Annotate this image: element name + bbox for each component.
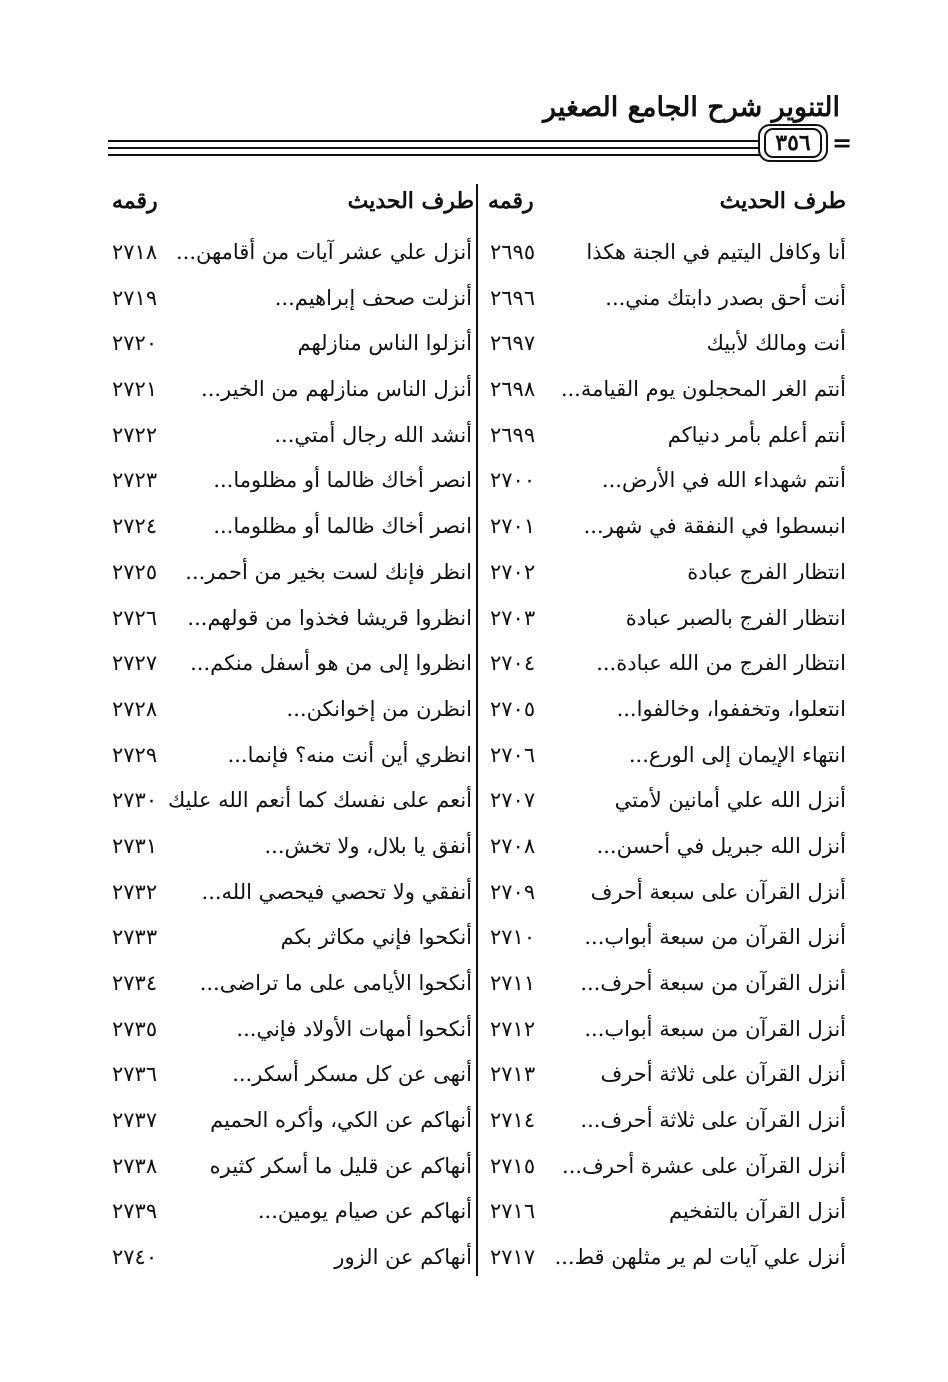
hadith-number-left: ٢٧٢٧ [112, 651, 158, 676]
hadith-title-right: أنزل القرآن من سبعة أبواب... [584, 1016, 846, 1041]
hadith-title-left: أنهاكم عن قليل ما أسكر كثيره [209, 1153, 472, 1178]
hadith-number-left: ٢٧١٨ [112, 240, 158, 264]
hadith-title-left: أنزلوا الناس منازلهم [297, 331, 472, 356]
hadith-number-right: ٢٧٠٧ [490, 788, 536, 813]
hadith-title-left: أنزل علي عشر آيات من أقامهن... [175, 240, 472, 264]
index-row [0, 921, 948, 967]
index-row [0, 510, 948, 556]
hadith-title-left: أنكحوا فإني مكاثر بكم [280, 925, 472, 950]
hadith-title-left: انظروا إلى من هو أسفل منكم... [190, 651, 472, 676]
hadith-title-left: انصر أخاك ظالما أو مظلوما... [213, 468, 472, 493]
hadith-title-left: أنزل الناس منازلهم من الخير... [201, 377, 472, 402]
hadith-title-right: انتظار الفرج من الله عبادة... [596, 651, 846, 676]
hadith-number-left: ٢٧٣٧ [112, 1108, 158, 1133]
hadith-number-left: ٢٧٣٨ [112, 1153, 158, 1178]
hadith-title-left: أنكحوا الأيامى على ما تراضى... [199, 971, 472, 995]
hadith-title-left: أنفقي ولا تحصي فيحصي الله... [201, 879, 472, 904]
column-header-number-right: رقمه [488, 188, 534, 214]
hadith-number-left: ٢٧٣٠ [112, 788, 158, 813]
hadith-number-right: ٢٧٠٠ [490, 468, 536, 493]
hadith-number-left: ٢٧٢٦ [112, 605, 158, 630]
hadith-number-left: ٢٧١٩ [112, 285, 158, 310]
index-row [0, 1013, 948, 1059]
index-row [0, 1195, 948, 1241]
hadith-number-left: ٢٧٤٠ [112, 1245, 158, 1270]
hadith-number-right: ٢٦٩٨ [490, 377, 536, 402]
hadith-title-right: أنتم أعلم بأمر دنياكم [667, 422, 846, 447]
hadith-title-right: أنت ومالك لأبيك [706, 331, 846, 356]
hadith-title-right: انتعلوا، وتخففوا، وخالفوا... [616, 696, 846, 721]
hadith-number-right: ٢٦٩٦ [490, 285, 536, 310]
hadith-number-right: ٢٧٠٤ [490, 651, 536, 676]
hadith-title-right: أنت أحق بصدر دابتك مني... [605, 285, 846, 310]
hadith-title-right: انتظار الفرج بالصبر عبادة [625, 605, 846, 630]
hadith-number-right: ٢٧١٦ [490, 1199, 536, 1224]
column-header-title-right: طرف الحديث [719, 188, 846, 214]
hadith-number-left: ٢٧٣١ [112, 833, 158, 858]
hadith-number-left: ٢٧٢٨ [112, 696, 158, 721]
index-row [0, 967, 948, 1013]
hadith-number-left: ٢٧٢٢ [112, 422, 158, 447]
page-number: ٣٥٦ [764, 128, 822, 158]
hadith-number-left: ٢٧٢٣ [112, 468, 158, 493]
hadith-number-left: ٢٧٢٩ [112, 742, 158, 767]
hadith-title-right: أنزل القرآن على سبعة أحرف [590, 879, 846, 904]
hadith-number-right: ٢٦٩٩ [490, 422, 536, 447]
hadith-title-right: انبسطوا في النفقة في شهر... [583, 514, 846, 539]
running-title: التنوير شرح الجامع الصغير [543, 92, 840, 123]
index-row [0, 556, 948, 602]
hadith-number-right: ٢٦٩٥ [490, 240, 536, 264]
hadith-number-right: ٢٧٠٨ [490, 833, 536, 858]
index-row [0, 282, 948, 328]
index-row [0, 647, 948, 693]
hadith-number-left: ٢٧٢٠ [112, 331, 158, 356]
index-row [0, 830, 948, 876]
index-row [0, 373, 948, 419]
hadith-number-left: ٢٧٣٥ [112, 1016, 158, 1041]
index-row [0, 1104, 948, 1150]
hadith-title-right: انتظار الفرج عبادة [687, 559, 846, 584]
hadith-title-left: أنشد الله رجال أمتي... [274, 422, 472, 447]
hadith-title-left: أنهاكم عن الكي، وأكره الحميم [210, 1108, 472, 1133]
hadith-number-right: ٢٦٩٧ [490, 331, 536, 356]
index-row [0, 419, 948, 465]
index-row [0, 784, 948, 830]
header-rule [108, 147, 760, 149]
hadith-number-right: ٢٧١٤ [490, 1108, 536, 1133]
hadith-title-left: أنفق يا بلال، ولا تخش... [264, 833, 472, 858]
hadith-title-left: أنزلت صحف إبراهيم... [274, 285, 472, 310]
index-row [0, 1150, 948, 1196]
hadith-number-left: ٢٧٣٦ [112, 1062, 158, 1087]
column-header-title-left: طرف الحديث [347, 188, 474, 214]
hadith-title-left: أنهاكم عن صيام يومين... [257, 1199, 472, 1224]
hadith-title-right: أنزل القرآن على ثلاثة أحرف... [580, 1108, 846, 1133]
hadith-title-left: انظروا قريشا فخذوا من قولهم... [187, 605, 472, 630]
header-rule [108, 154, 760, 156]
hadith-title-right: أنزل القرآن بالتفخيم [668, 1199, 846, 1224]
index-row [0, 602, 948, 648]
hadith-number-right: ٢٧١٣ [490, 1062, 536, 1087]
hadith-number-right: ٢٧١٢ [490, 1016, 536, 1041]
hadith-title-left: انظر فإنك لست بخير من أحمر... [185, 559, 472, 584]
index-row [0, 739, 948, 785]
index-row [0, 876, 948, 922]
hadith-number-left: ٢٧٢٥ [112, 559, 158, 584]
hadith-title-right: أنزل القرآن على ثلاثة أحرف [600, 1062, 846, 1087]
hadith-number-right: ٢٧٠١ [490, 514, 536, 539]
hadith-title-right: أنتم شهداء الله في الأرض... [601, 468, 846, 493]
hadith-number-right: ٢٧٠٩ [490, 879, 536, 904]
header-rule [108, 140, 760, 142]
hadith-title-right: أنا وكافل اليتيم في الجنة هكذا [586, 240, 846, 264]
hadith-number-right: ٢٧١٧ [490, 1245, 536, 1270]
hadith-title-left: انظري أين أنت منه؟ فإنما... [227, 742, 472, 767]
hadith-number-left: ٢٧٣٣ [112, 925, 158, 950]
hadith-number-right: ٢٧١١ [490, 971, 536, 995]
index-row [0, 1058, 948, 1104]
hadith-number-left: ٢٧٣٤ [112, 971, 158, 995]
hadith-title-left: أنكحوا أمهات الأولاد فإني... [236, 1016, 472, 1041]
index-row [0, 464, 948, 510]
index-row [0, 693, 948, 739]
index-row [0, 1241, 948, 1287]
equal-mark: = [832, 128, 853, 157]
hadith-title-left: أنهاكم عن الزور [334, 1245, 472, 1270]
index-row [0, 236, 948, 282]
hadith-title-right: أنزل علي آيات لم ير مثلهن قط... [554, 1245, 846, 1270]
hadith-title-right: أنزل القرآن على عشرة أحرف... [562, 1153, 846, 1178]
hadith-number-left: ٢٧٣٢ [112, 879, 158, 904]
hadith-title-right: أنتم الغر المحجلون يوم القيامة... [560, 377, 846, 402]
hadith-title-right: انتهاء الإيمان إلى الورع... [628, 742, 846, 767]
hadith-title-right: أنزل الله علي أمانين لأمتي [614, 788, 846, 813]
hadith-number-left: ٢٧٣٩ [112, 1199, 158, 1224]
hadith-title-left: أنعم على نفسك كما أنعم الله عليك [167, 788, 472, 813]
hadith-number-right: ٢٧٠٥ [490, 696, 536, 721]
hadith-number-right: ٢٧٠٢ [490, 559, 536, 584]
hadith-title-left: أنهى عن كل مسكر أسكر... [232, 1062, 472, 1087]
column-header-number-left: رقمه [112, 188, 158, 214]
hadith-number-left: ٢٧٢٤ [112, 514, 158, 539]
hadith-number-right: ٢٧٠٣ [490, 605, 536, 630]
hadith-title-right: أنزل القرآن من سبعة أبواب... [584, 925, 846, 950]
hadith-title-left: انظرن من إخوانكن... [286, 696, 472, 721]
hadith-number-right: ٢٧٠٦ [490, 742, 536, 767]
hadith-number-left: ٢٧٢١ [112, 377, 158, 402]
index-list [0, 236, 948, 1287]
hadith-number-right: ٢٧١٠ [490, 925, 536, 950]
hadith-title-right: أنزل القرآن من سبعة أحرف... [580, 971, 846, 995]
hadith-title-right: أنزل الله جبريل في أحسن... [596, 833, 846, 858]
hadith-number-right: ٢٧١٥ [490, 1153, 536, 1178]
hadith-title-left: انصر أخاك ظالما أو مظلوما... [213, 514, 472, 539]
index-row [0, 327, 948, 373]
